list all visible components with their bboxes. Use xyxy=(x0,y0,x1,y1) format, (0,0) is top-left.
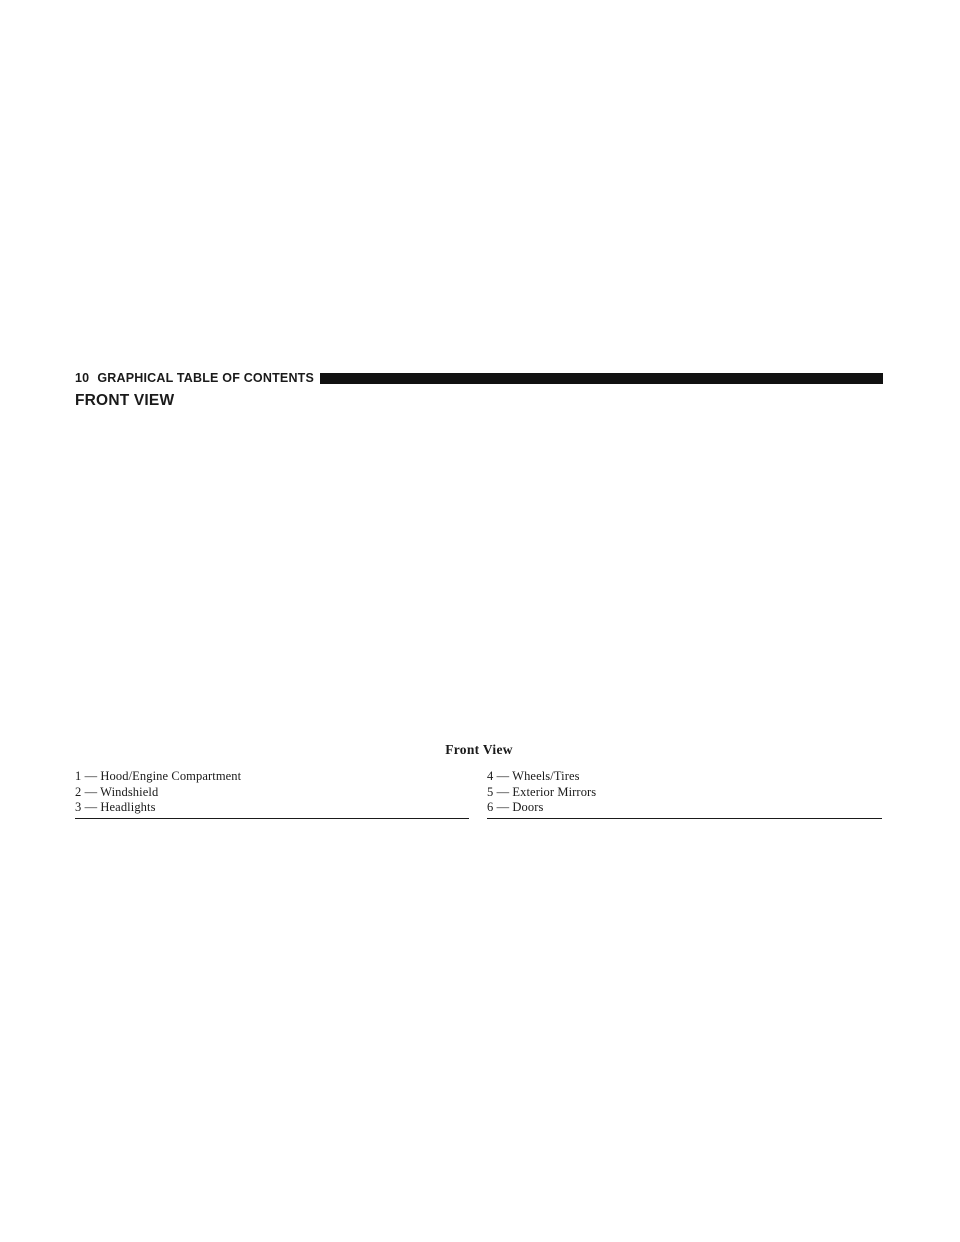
legend-item: 6 — Doors xyxy=(487,800,544,814)
legend-column-left xyxy=(75,769,469,816)
legend-item: 5 — Exterior Mirrors xyxy=(487,784,597,799)
legend-divider-right xyxy=(487,818,882,819)
front-view-figure-area xyxy=(75,420,883,730)
section-title: FRONT VIEW xyxy=(75,392,175,409)
legend-item: 4 — Wheels/Tires xyxy=(487,769,580,783)
page-number: 10 xyxy=(75,371,90,385)
legend-column-right xyxy=(487,769,882,816)
legend-item: 3 — Headlights xyxy=(75,800,156,814)
legend-divider-left xyxy=(75,818,469,819)
legend-item: 2 — Windshield xyxy=(75,784,159,799)
running-header-title: GRAPHICAL TABLE OF CONTENTS xyxy=(97,371,315,385)
running-header xyxy=(75,370,883,386)
figure-caption: Front View xyxy=(445,742,513,757)
legend-item: 1 — Hood/Engine Compartment xyxy=(75,769,242,783)
header-rule-bar xyxy=(320,373,883,384)
